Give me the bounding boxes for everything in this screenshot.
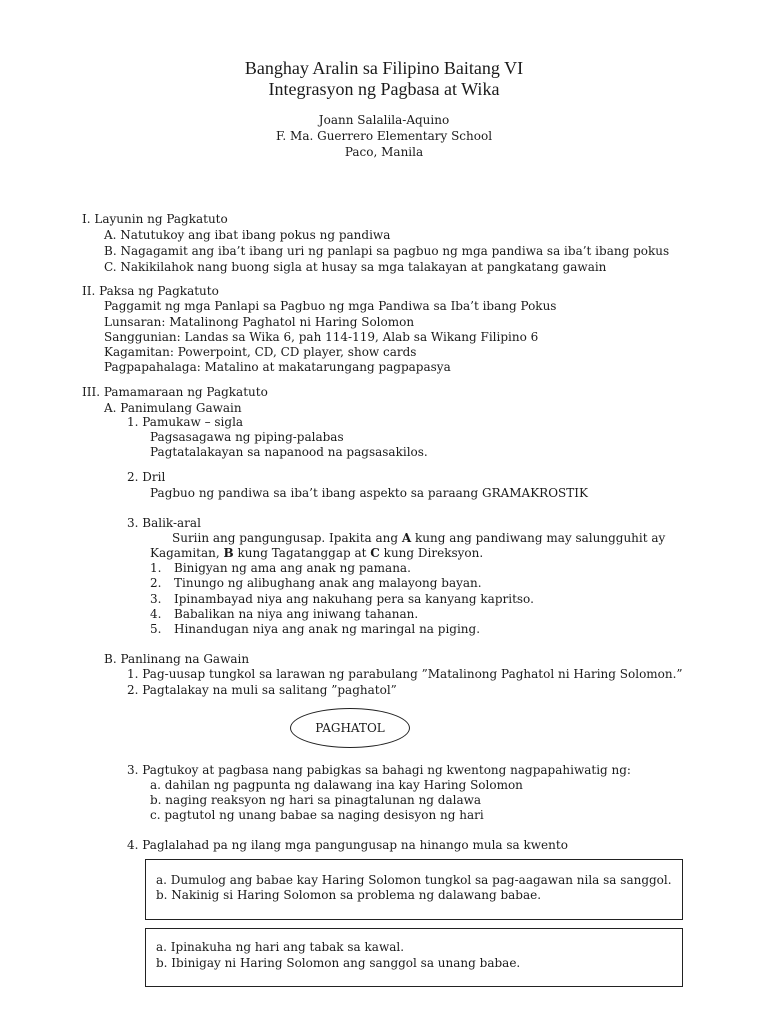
step-2-heading: 2. Dril [127,470,166,484]
topic-line: Paggamit ng mga Panlapi sa Pagbuo ng mga Pandiwa sa Iba’t ibang Pokus [104,299,557,313]
pagpapahalaga-line: Pagpapahalaga: Matalino at makatarungang pagpapasya [104,360,451,374]
box-2-sentence-a: a. Ipinakuha ng hari ang tabak sa kawal. [156,940,405,954]
school-location: Paco, Manila [344,145,424,159]
paghatol-oval [290,708,410,748]
lunsaran-line: Lunsaran: Matalinong Paghatol ni Haring Solomon [104,315,415,329]
activity-3: 3. Pagtukoy at pagbasa nang pabigkas sa bahagi ng kwentong nagpapahiwatig ng: [127,763,631,777]
section-2-heading: II. Paksa ng Pagkatuto [82,284,219,298]
step-1-line-2: Pagtatalakayan sa napanood na pagsasakilos. [150,445,428,459]
sentence-box-1 [145,859,683,920]
document-subtitle: Integrasyon ng Pagbasa at Wika [268,79,500,99]
activity-3-a: a. dahilan ng pagpunta ng dalawang ina kay Haring Solomon [150,778,523,792]
kagamitan-line: Kagamitan: Powerpoint, CD, CD player, show cards [104,345,417,359]
activity-3-c: c. pagtutol ng unang babae sa naging desisyon ng hari [150,808,484,822]
list-item: 1. Binigyan ng ama ang anak ng pamana. [150,561,411,575]
list-item: 2. Tinungo ng alibughang anak ang malayong bayan. [150,576,482,590]
step-1-line-1: Pagsasagawa ng piping-palabas [150,430,344,444]
activity-4: 4. Paglalahad pa ng ilang mga pangungusap na hinango mula sa kwento [127,838,568,852]
objective-b: B. Nagagamit ang iba’t ibang uri ng panlapi sa pagbuo ng mga pandiwa sa iba’t ibang pokus [104,244,670,258]
step-3-heading: 3. Balik-aral [127,516,201,530]
section-3-heading: III. Pamamaraan ng Pagkatuto [82,385,268,399]
section-1-heading: I. Layunin ng Pagkatuto [82,212,228,226]
oval-label: PAGHATOL [315,721,385,735]
list-item: 3. Ipinambayad niya ang nakuhang pera sa kanyang kapritso. [150,592,534,606]
subsection-b-heading: B. Panlinang na Gawain [104,652,250,666]
box-1-sentence-b: b. Nakinig si Haring Solomon sa problema ng dalawang babae. [156,888,542,902]
document-title: Banghay Aralin sa Filipino Baitang VI [244,58,524,78]
box-1-sentence-a: a. Dumulog ang babae kay Haring Solomon tungkol sa pag-aagawan nila sa sanggol. [156,873,672,887]
list-item: 5. Hinandugan niya ang anak ng maringal na piging. [150,622,481,636]
instruction-line-1: Suriin ang pangungusap. Ipakita ang A kung ang pandiwang may salungguhit ay [172,531,666,545]
instruction-line-2: Kagamitan, B kung Tagatanggap at C kung Direksyon. [150,546,484,560]
sentence-box-2 [145,928,683,987]
subsection-a-heading: A. Panimulang Gawain [104,401,242,415]
sanggunian-line: Sanggunian: Landas sa Wika 6, pah 114-119, Alab sa Wikang Filipino 6 [104,330,539,344]
objective-c: C. Nakikilahok nang buong sigla at husay sa mga talakayan at pangkatang gawain [104,260,607,274]
box-2-sentence-b: b. Ibinigay ni Haring Solomon ang sanggol sa unang babae. [156,956,521,970]
step-1-heading: 1. Pamukaw – sigla [127,415,244,429]
step-2-line-1: Pagbuo ng pandiwa sa iba’t ibang aspekto sa paraang GRAMAKROSTIK [150,486,588,500]
objective-a: A. Natutukoy ang ibat ibang pokus ng pandiwa [104,228,391,242]
activity-2: 2. Pagtalakay na muli sa salitang ”paghatol” [127,683,397,697]
list-item: 4. Babalikan na niya ang iniwang tahanan. [150,607,419,621]
school-name: F. Ma. Guerrero Elementary School [275,129,493,143]
activity-3-b: b. naging reaksyon ng hari sa pinagtalunan ng dalawa [150,793,482,807]
activity-1: 1. Pag-uusap tungkol sa larawan ng parabulang ”Matalinong Paghatol ni Haring Solomon.” [127,667,683,681]
author-name: Joann Salalila-Aquino [318,113,450,127]
